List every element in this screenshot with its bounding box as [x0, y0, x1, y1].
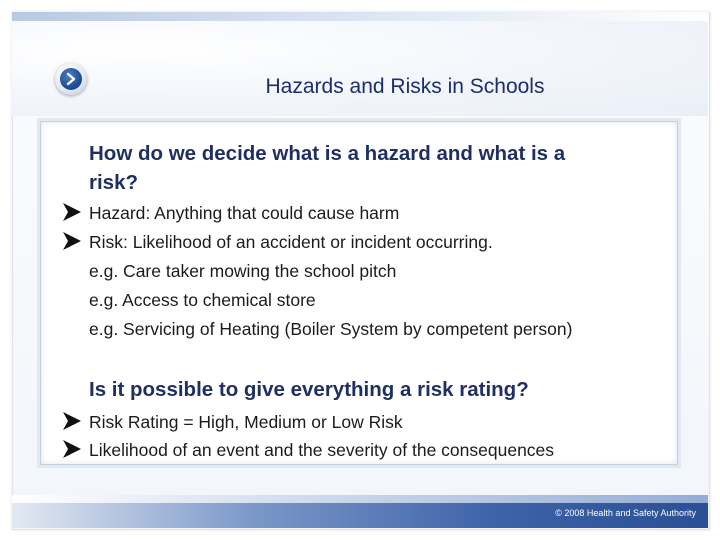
- footer-highlight: [12, 495, 708, 503]
- question-line-2: risk?: [89, 171, 138, 194]
- header-badge: [55, 63, 87, 95]
- arrow-bullet-icon: [61, 438, 83, 460]
- slide-title: Hazards and Risks in Schools: [265, 75, 545, 98]
- example-line: e.g. Access to chemical store: [89, 290, 316, 310]
- chevron-right-icon: [60, 68, 82, 90]
- example-line: e.g. Care taker mowing the school pitch: [89, 261, 397, 281]
- footer-bar: [12, 495, 708, 528]
- bullet-hazard: Hazard: Anything that could cause harm: [89, 203, 400, 223]
- bullet-risk-rating: Risk Rating = High, Medium or Low Risk: [89, 412, 403, 432]
- bullet-likelihood: Likelihood of an event and the severity of the consequences: [89, 440, 555, 460]
- example-line: e.g. Servicing of Heating (Boiler System by competent person): [89, 319, 573, 339]
- arrow-bullet-icon: [61, 230, 83, 252]
- top-accent-bar: [12, 12, 708, 21]
- question-risk-rating: Is it possible to give everything a risk rating?: [89, 378, 529, 401]
- arrow-bullet-icon: [61, 201, 83, 223]
- question-line-1: How do we decide what is a hazard and what is a: [89, 142, 566, 165]
- bullet-risk: Risk: Likelihood of an accident or incident occurring.: [89, 232, 493, 252]
- header-area: [12, 21, 708, 116]
- arrow-bullet-icon: [61, 410, 83, 432]
- copyright-text: © 2008 Health and Safety Authority: [555, 508, 696, 518]
